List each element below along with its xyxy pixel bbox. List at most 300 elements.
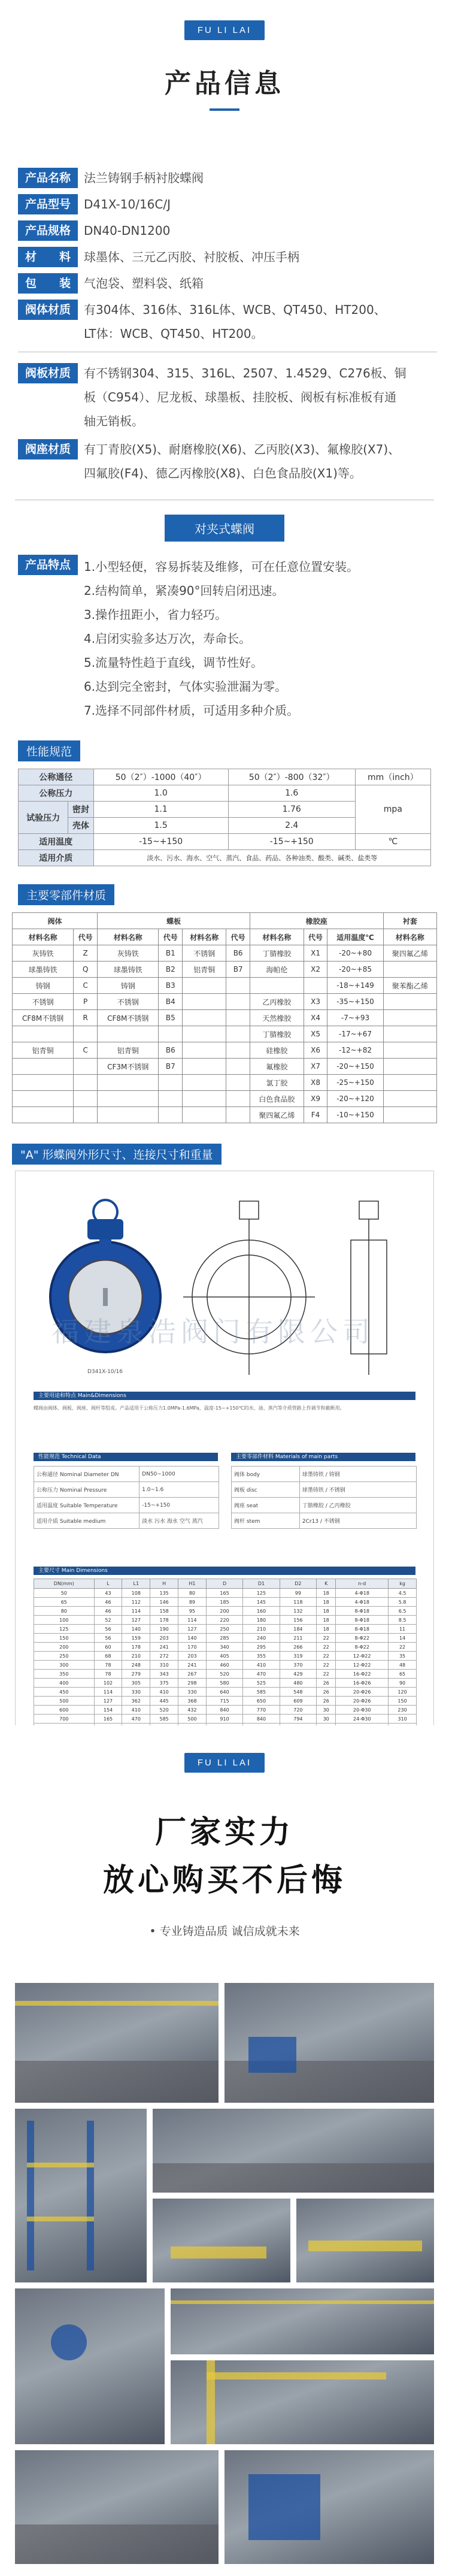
table-cell: 50（2″）-1000（40″）	[93, 769, 228, 785]
table-cell: 公称通径 Nominal Diameter DN	[34, 1467, 139, 1482]
table-cell: 520	[150, 1706, 178, 1715]
table-row	[13, 1091, 437, 1107]
table-cell: 65	[34, 1598, 95, 1607]
table-cell: 灰铸铁	[13, 945, 74, 962]
table-cell: F4	[304, 1107, 327, 1123]
table-cell: 460	[206, 1661, 242, 1670]
table-cell	[98, 1075, 159, 1091]
table-cell: 298	[178, 1679, 207, 1688]
table-cell: 200	[206, 1607, 242, 1616]
table-cell: 90	[389, 1679, 417, 1688]
table-cell: X6	[304, 1042, 327, 1059]
info-row-body-material	[18, 300, 431, 346]
table-cell	[383, 1091, 436, 1107]
table-row	[232, 1513, 417, 1529]
table-cell: B4	[159, 994, 183, 1010]
table-cell: 18	[317, 1625, 336, 1634]
table-cell	[98, 1107, 159, 1123]
table-cell: 4-Φ18	[336, 1589, 389, 1598]
table-cell: 78	[94, 1661, 122, 1670]
table-cell: 450	[34, 1688, 95, 1697]
table-row	[13, 913, 437, 929]
table-cell: 410	[243, 1661, 280, 1670]
table-row	[232, 1482, 417, 1498]
info-label: 产品规格	[18, 220, 78, 241]
table-cell: -20~+120	[327, 1091, 383, 1107]
table-cell	[183, 1075, 226, 1091]
info-value-line: 板（C954）、尼龙板、球墨板、挂胶板、阀板有标准板有通	[84, 390, 397, 404]
table-cell: 355	[243, 1652, 280, 1661]
table-cell: 4.5	[389, 1589, 417, 1598]
table-cell: 910	[206, 1715, 242, 1724]
table-cell: 2Cr13 / 不锈钢	[299, 1513, 416, 1529]
table-cell	[226, 1010, 250, 1026]
table-cell: 丁腈橡胶	[250, 945, 304, 962]
table-cell	[226, 978, 250, 994]
table-cell	[250, 978, 304, 994]
table-cell: 840	[243, 1715, 280, 1724]
table-row	[13, 994, 437, 1010]
table-cell	[383, 1010, 436, 1026]
info-label: 包 装	[18, 273, 78, 294]
info-value: DN40-DN1200	[84, 223, 171, 238]
table-cell: 16-Φ22	[336, 1670, 389, 1679]
table-cell: 211	[280, 1634, 316, 1643]
table-cell: 520	[206, 1670, 242, 1679]
table-header-cell: L	[94, 1579, 122, 1589]
feature-item: 6.达到完全密封，气体实验泄漏为零。	[84, 679, 287, 694]
table-cell: C	[74, 1042, 98, 1059]
table-cell	[226, 994, 250, 1010]
table-cell: 球墨铸铁	[98, 962, 159, 978]
info-label: 阀体材质	[18, 300, 78, 320]
table-cell: 适用温度℃	[327, 929, 383, 945]
table-row	[19, 769, 431, 785]
factory-photo-assembly	[15, 2288, 165, 2444]
table-cell	[159, 1091, 183, 1107]
table-cell: 12-Φ22	[336, 1652, 389, 1661]
factory-photo-workshop	[15, 1983, 219, 2103]
table-cell: 50（2″）-800（32″）	[228, 769, 355, 785]
table-cell: 22	[317, 1661, 336, 1670]
table-cell: 22	[317, 1634, 336, 1643]
table-cell: 125	[34, 1625, 95, 1634]
table-cell: 210	[243, 1625, 280, 1634]
table-cell: 500	[34, 1697, 95, 1706]
table-cell: 铸钢	[98, 978, 159, 994]
table-cell: 20-Φ30	[336, 1706, 389, 1715]
table-cell: 球墨铸铁 / 铸钢	[299, 1467, 416, 1482]
table-cell: 230	[389, 1706, 417, 1715]
table-cell: -12~+82	[327, 1042, 383, 1059]
table-cell: 146	[150, 1598, 178, 1607]
table-cell: 114	[122, 1607, 150, 1616]
table-cell: 氟橡胶	[250, 1059, 304, 1075]
table-cell: 65	[389, 1670, 417, 1679]
table-cell: 公称压力	[19, 785, 94, 802]
table-cell	[159, 1026, 183, 1042]
table-cell: 适用介质	[19, 850, 94, 866]
table-cell: 102	[94, 1679, 122, 1688]
table-cell: B7	[226, 962, 250, 978]
table-cell: 300	[34, 1661, 95, 1670]
table-cell: 241	[150, 1643, 178, 1652]
table-cell: 118	[280, 1598, 316, 1607]
table-cell: 26	[317, 1679, 336, 1688]
table-cell: 585	[150, 1715, 178, 1724]
info-value-line: 有不锈钢304、315、316L、2507、1.4529、C276板、铜	[84, 366, 406, 380]
table-cell: 340	[206, 1643, 242, 1652]
table-cell: -20~+80	[327, 945, 383, 962]
table-header-cell: n-d	[336, 1579, 389, 1589]
table-cell: 56	[94, 1634, 122, 1643]
table-cell	[183, 978, 226, 994]
factory-badge-wrap	[0, 1725, 449, 1773]
table-row	[34, 1498, 219, 1513]
table-cell: 淡水、污水、海水、空气、蒸汽、食品、药品、各种油类、酸类、碱类、盐类等	[93, 850, 430, 866]
table-cell: 770	[243, 1706, 280, 1715]
table-cell	[383, 1107, 436, 1123]
table-row	[34, 1661, 417, 1670]
table-cell: 聚苯酯乙烯	[383, 978, 436, 994]
table-cell: 114	[94, 1688, 122, 1697]
table-cell: 108	[122, 1589, 150, 1598]
product-info-table	[18, 168, 431, 485]
table-row	[19, 834, 431, 850]
table-row	[34, 1634, 417, 1643]
features-label: 产品特点	[18, 555, 78, 575]
table-cell	[13, 1091, 74, 1107]
table-cell: 6.5	[389, 1607, 417, 1616]
info-row-material	[18, 247, 431, 267]
table-cell	[383, 1042, 436, 1059]
table-cell: -35~+150	[327, 994, 383, 1010]
table-cell: 代号	[226, 929, 250, 945]
table-cell: 适用温度	[19, 834, 94, 850]
table-cell: 500	[178, 1715, 207, 1724]
table-row	[34, 1697, 417, 1706]
table-cell: 不锈钢	[13, 994, 74, 1010]
product-info-header	[0, 0, 449, 126]
table-cell: 160	[243, 1607, 280, 1616]
table-cell: 淡水 污水 海水 空气 蒸汽	[139, 1513, 219, 1529]
table-cell	[74, 1107, 98, 1123]
materials-table	[12, 912, 437, 1123]
table-row	[34, 1513, 219, 1529]
table-cell: 阀板 disc	[232, 1482, 300, 1498]
info-value: 气泡袋、塑料袋、纸箱	[84, 276, 204, 291]
table-cell: 8-Φ18	[336, 1616, 389, 1625]
table-cell: 127	[178, 1625, 207, 1634]
table-row	[13, 929, 437, 945]
table-cell	[13, 1059, 74, 1075]
table-cell: 8-Φ22	[336, 1634, 389, 1643]
table-cell: X9	[304, 1091, 327, 1107]
table-cell: 20-Φ26	[336, 1697, 389, 1706]
table-cell: 海帕伦	[250, 962, 304, 978]
title-underline	[210, 108, 239, 111]
table-cell: 470	[122, 1715, 150, 1724]
table-cell: 26	[317, 1688, 336, 1697]
table-row	[34, 1467, 219, 1482]
table-cell: 95	[178, 1607, 207, 1616]
table-cell: B2	[159, 962, 183, 978]
table-cell	[74, 1075, 98, 1091]
table-row	[34, 1589, 417, 1598]
page-title: 产品信息	[165, 68, 284, 99]
table-cell: 35	[389, 1652, 417, 1661]
factory-title-line: 放心购买不后悔	[102, 1863, 346, 1898]
table-cell: 470	[243, 1670, 280, 1679]
info-value: 法兰铸钢手柄衬胶蝶阀	[84, 171, 204, 185]
table-cell: 1.6	[228, 785, 355, 802]
features-row	[18, 555, 431, 722]
table-row	[19, 785, 431, 802]
table-cell: 24-Φ30	[336, 1715, 389, 1724]
table-cell: -10~+150	[327, 1107, 383, 1123]
materials-heading: 主要零部件材质	[18, 884, 114, 905]
table-cell: 1.0	[93, 785, 228, 802]
table-cell: 240	[243, 1634, 280, 1643]
table-cell: 14	[389, 1634, 417, 1643]
table-cell	[383, 1075, 436, 1091]
table-row	[34, 1652, 417, 1661]
table-cell: -15~+150	[93, 834, 228, 850]
table-cell: 368	[178, 1697, 207, 1706]
factory-photo-products	[224, 2450, 434, 2564]
table-cell	[383, 962, 436, 978]
table-cell: R	[74, 1010, 98, 1026]
table-cell: 200	[34, 1643, 95, 1652]
table-row	[13, 1075, 437, 1091]
table-cell: 600	[34, 1706, 95, 1715]
table-cell: 4-Φ18	[336, 1598, 389, 1607]
table-row	[232, 1498, 417, 1513]
table-cell: 试验压力	[19, 802, 68, 834]
table-cell: 609	[280, 1697, 316, 1706]
table-cell: 18	[317, 1607, 336, 1616]
table-cell: 100	[34, 1616, 95, 1625]
table-cell: 319	[280, 1652, 316, 1661]
factory-photo-testing	[296, 2199, 434, 2282]
factory-photo-valves	[153, 2109, 434, 2193]
table-cell: 840	[206, 1706, 242, 1715]
valve-drawing	[16, 1183, 434, 1387]
table-row	[13, 1042, 437, 1059]
table-cell: 阀杆 stem	[232, 1513, 300, 1529]
table-cell: 362	[122, 1697, 150, 1706]
factory-photo-cranes	[171, 2360, 434, 2444]
table-row	[34, 1706, 417, 1715]
factory-photo-hall	[171, 2288, 434, 2354]
table-cell	[13, 1107, 74, 1123]
table-cell: 410	[122, 1706, 150, 1715]
table-cell: 794	[280, 1715, 316, 1724]
table-cell: 400	[34, 1679, 95, 1688]
table-header-cell: kg	[389, 1579, 417, 1589]
table-cell: 适用温度 Suitable Temperature	[34, 1498, 139, 1513]
table-cell: -17~+67	[327, 1026, 383, 1042]
table-cell: 184	[280, 1625, 316, 1634]
table-cell: 125	[243, 1589, 280, 1598]
table-cell: 127	[122, 1616, 150, 1625]
table-cell: 球墨铸铁	[13, 962, 74, 978]
table-cell	[183, 1010, 226, 1026]
table-cell: ℃	[355, 834, 430, 850]
info-value-line: 有304体、316体、316L体、WCB、QT450、HT200、	[84, 303, 386, 317]
table-row	[34, 1715, 417, 1724]
table-cell: 78	[94, 1670, 122, 1679]
brand-badge: FU LI LAI	[184, 1753, 265, 1773]
table-cell: 壳体	[68, 818, 93, 834]
dimension-table	[34, 1579, 417, 1750]
factory-subtitle	[0, 1922, 449, 1939]
table-cell: 50	[34, 1589, 95, 1598]
table-cell	[74, 1059, 98, 1075]
table-cell: 158	[150, 1607, 178, 1616]
info-row-model	[18, 194, 431, 214]
table-row	[13, 1026, 437, 1042]
info-row-seat-material	[18, 439, 431, 485]
dimensions-heading: "A" 形蝶阀外形尺寸、连接尺寸和重量	[12, 1144, 222, 1165]
table-cell: 不锈钢	[183, 945, 226, 962]
table-cell	[383, 1026, 436, 1042]
table-cell: 代号	[304, 929, 327, 945]
table-cell: 22	[317, 1643, 336, 1652]
table-row	[34, 1625, 417, 1634]
band-dimensions: 主要尺寸 Main Dimensions	[34, 1567, 415, 1575]
table-cell: 150	[34, 1634, 95, 1643]
table-row	[34, 1579, 417, 1589]
table-cell: 720	[280, 1706, 316, 1715]
table-cell: X8	[304, 1075, 327, 1091]
table-header-cell: H1	[178, 1579, 207, 1589]
table-cell: 18	[317, 1589, 336, 1598]
table-cell: 20-Φ26	[336, 1688, 389, 1697]
table-cell: X2	[304, 962, 327, 978]
table-cell: 阀体 body	[232, 1467, 300, 1482]
table-cell: 145	[243, 1598, 280, 1607]
table-cell: 1.0~1.6	[139, 1482, 219, 1498]
table-cell: 丁腈橡胶	[250, 1026, 304, 1042]
factory-subtitle-text: 专业铸造品质 诚信成就未来	[159, 1925, 300, 1938]
table-cell: 295	[243, 1643, 280, 1652]
table-cell: 1.76	[228, 802, 355, 818]
table-cell: X7	[304, 1059, 327, 1075]
table-cell: 12-Φ22	[336, 1661, 389, 1670]
table-cell: 68	[94, 1652, 122, 1661]
table-cell: 22	[317, 1652, 336, 1661]
table-cell	[159, 1107, 183, 1123]
band-parts: 主要零部件材料 Materials of main parts	[231, 1453, 415, 1461]
table-row	[13, 1107, 437, 1123]
table-cell: 材料名称	[250, 929, 304, 945]
table-cell: 衬套	[383, 913, 436, 929]
info-value	[78, 361, 431, 433]
factory-photo-machining	[153, 2199, 290, 2282]
table-cell: 30	[317, 1715, 336, 1724]
table-cell: C	[74, 978, 98, 994]
table-cell: 132	[280, 1607, 316, 1616]
table-cell: 26	[317, 1697, 336, 1706]
table-cell	[183, 1107, 226, 1123]
table-cell: 165	[94, 1715, 122, 1724]
table-cell: 不锈钢	[98, 994, 159, 1010]
table-cell: 8-Φ22	[336, 1643, 389, 1652]
table-cell: 球墨铸铁 / 不锈钢	[299, 1482, 416, 1498]
table-cell	[183, 1026, 226, 1042]
table-cell: 266	[280, 1643, 316, 1652]
info-row-name	[18, 168, 431, 188]
table-cell	[226, 1042, 250, 1059]
table-cell: 159	[122, 1634, 150, 1643]
info-value: 球墨体、三元乙丙胶、衬胶板、冲压手柄	[84, 250, 299, 264]
table-header-cell: K	[317, 1579, 336, 1589]
performance-heading: 性能规范	[18, 740, 80, 761]
table-cell: 330	[122, 1688, 150, 1697]
table-cell: 80	[178, 1589, 207, 1598]
table-cell: 30	[317, 1706, 336, 1715]
feature-item: 2.结构简单，紧凑90°回转启闭迅速。	[84, 583, 284, 598]
table-cell: -20~+150	[327, 1059, 383, 1075]
bullet-icon: •	[149, 1925, 156, 1938]
table-cell: CF3M不锈钢	[98, 1059, 159, 1075]
table-cell: 1.5	[93, 818, 228, 834]
table-cell: 170	[178, 1643, 207, 1652]
factory-photo-warehouse	[15, 2109, 147, 2282]
table-cell: 310	[389, 1715, 417, 1724]
features-section	[18, 515, 431, 722]
table-cell: 材料名称	[98, 929, 159, 945]
table-row	[34, 1679, 417, 1688]
table-cell: 氯丁胶	[250, 1075, 304, 1091]
table-cell: 548	[280, 1688, 316, 1697]
table-cell: 150	[389, 1697, 417, 1706]
table-cell: X5	[304, 1026, 327, 1042]
info-label: 产品型号	[18, 194, 78, 214]
info-value-line: 有丁青胶(X5)、耐磨橡胶(X6)、乙丙胶(X3)、氟橡胶(X7)、	[84, 442, 401, 456]
table-cell: 330	[178, 1688, 207, 1697]
table-row	[34, 1670, 417, 1679]
table-cell: 聚四氟乙烯	[383, 945, 436, 962]
table-cell: 250	[206, 1625, 242, 1634]
table-cell	[226, 1059, 250, 1075]
table-cell: 48	[389, 1661, 417, 1670]
table-header-cell: L1	[122, 1579, 150, 1589]
table-cell: 铝青铜	[98, 1042, 159, 1059]
table-cell: 585	[243, 1688, 280, 1697]
table-row	[34, 1616, 417, 1625]
table-cell: 阀座 seat	[232, 1498, 300, 1513]
table-cell: 180	[243, 1616, 280, 1625]
table-cell: 370	[280, 1661, 316, 1670]
table-cell: 乙丙橡胶	[250, 994, 304, 1010]
sheet-parts-table	[231, 1466, 417, 1529]
table-cell	[159, 1075, 183, 1091]
table-cell: CF8M不锈钢	[98, 1010, 159, 1026]
table-cell: mpa	[355, 785, 430, 834]
table-cell: 丁腈橡胶 / 乙丙橡胶	[299, 1498, 416, 1513]
table-cell	[183, 1091, 226, 1107]
table-cell: 210	[122, 1652, 150, 1661]
table-cell: 429	[280, 1670, 316, 1679]
table-cell: 650	[243, 1697, 280, 1706]
table-cell	[183, 994, 226, 1010]
table-cell: 材料名称	[383, 929, 436, 945]
table-cell: 8-Φ18	[336, 1607, 389, 1616]
table-row	[13, 1059, 437, 1075]
feature-item: 5.流量特性趋于直线，调节性好。	[84, 655, 263, 670]
